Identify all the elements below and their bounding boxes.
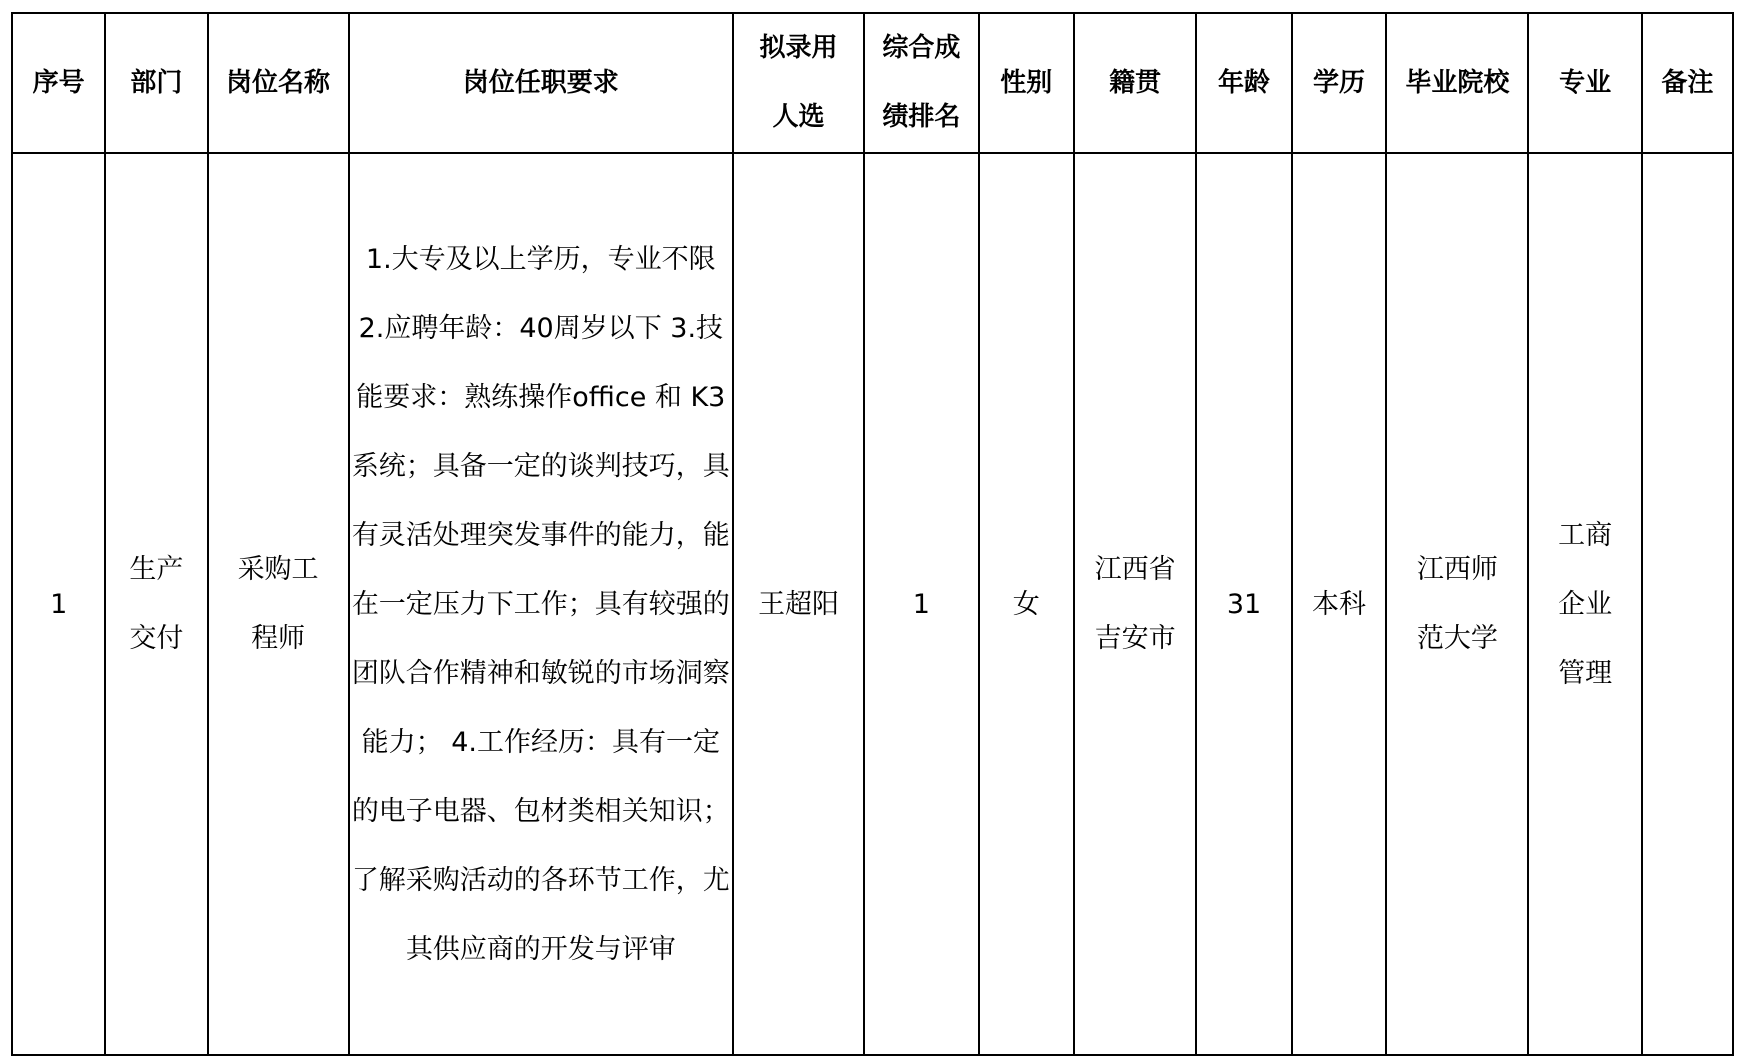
cell-position: 采购工 程师 [208,153,349,1055]
header-row [12,13,1733,153]
cell-school: 江西师 范大学 [1386,153,1528,1055]
cell-remarks [1642,153,1733,1055]
header-position: 岗位名称 [208,13,349,153]
cell-requirements: 1.大专及以上学历，专业不限 2.应聘年龄：40周岁以下 3.技能要求：熟练操作office 和 K3 系统；具备一定的谈判技巧，具有灵活处理突发事件的能力，能在一定压力下工作；具有较强的团队合作精神和敏锐的市场洞察能力； 4.工作经历：具有一定的电子电器、包材类相关知识；了解采购活动的各环节工作，尤其供应商的开发与评审 [349,153,733,1055]
header-hometown: 籍贯 [1074,13,1196,153]
cell-department: 生产 交付 [105,153,207,1055]
header-gender: 性别 [979,13,1075,153]
header-candidate: 拟录用 人选 [733,13,864,153]
cell-education: 本科 [1292,153,1386,1055]
header-remarks: 备注 [1642,13,1733,153]
header-requirements: 岗位任职要求 [349,13,733,153]
cell-index: 1 [12,153,105,1055]
cell-major: 工商 企业 管理 [1528,153,1641,1055]
hiring-roster-table [11,12,1734,1056]
cell-candidate: 王超阳 [733,153,864,1055]
header-major: 专业 [1528,13,1641,153]
header-department: 部门 [105,13,207,153]
header-education: 学历 [1292,13,1386,153]
cell-age: 31 [1196,153,1292,1055]
cell-hometown: 江西省 吉安市 [1074,153,1196,1055]
table-row [12,153,1733,1055]
header-age: 年龄 [1196,13,1292,153]
header-index: 序号 [12,13,105,153]
header-rank: 综合成 绩排名 [864,13,978,153]
cell-gender: 女 [979,153,1075,1055]
cell-rank: 1 [864,153,978,1055]
header-school: 毕业院校 [1386,13,1528,153]
